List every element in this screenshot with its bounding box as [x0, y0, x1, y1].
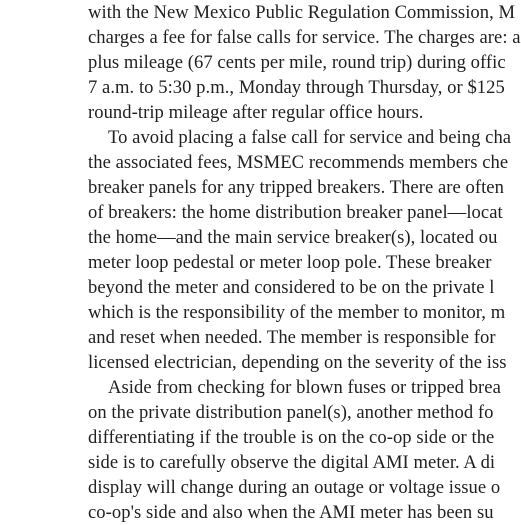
text-line: with the New Mexico Public Regulation Commission, M — [88, 2, 516, 23]
text-line: side is to carefully observe the digital AMI meter. A di — [88, 452, 496, 473]
paragraph-first-line: To avoid placing a false call for service and being cha — [108, 127, 512, 148]
text-line: licensed electrician, depending on the severity of the iss — [88, 352, 507, 373]
text-line: the home—and the main service breaker(s), located ou — [88, 227, 498, 248]
text-line: round-trip mileage after regular office hours. — [88, 102, 424, 123]
text-line: beyond the meter and considered to be on the private l — [88, 277, 495, 298]
text-line: breaker panels for any tripped breakers. There are often — [88, 177, 504, 198]
text-line: 7 a.m. to 5:30 p.m., Monday through Thursday, or $125 — [88, 77, 505, 98]
text-line: plus mileage (67 cents per mile, round trip) during offic — [88, 52, 506, 73]
text-line: of breakers: the home distribution breaker panel—locat — [88, 202, 503, 223]
text-line: on the private distribution panel(s), another method fo — [88, 402, 494, 423]
text-line: the associated fees, MSMEC recommends members che — [88, 152, 509, 173]
text-line: differentiating if the trouble is on the co-op side or the — [88, 427, 495, 448]
text-line: charges a fee for false calls for service. The charges are: a — [88, 27, 521, 48]
text-line: which is the responsibility of the member to monitor, m — [88, 302, 506, 323]
text-line: meter loop pedestal or meter loop pole. These breaker — [88, 252, 492, 273]
paragraph-first-line: Aside from checking for blown fuses or tripped brea — [108, 377, 501, 398]
text-line: and reset when needed. The member is responsible for — [88, 327, 496, 348]
text-line: co-op's side and also when the AMI meter has been su — [88, 502, 494, 523]
text-line: display will change during an outage or voltage issue o — [88, 477, 501, 498]
